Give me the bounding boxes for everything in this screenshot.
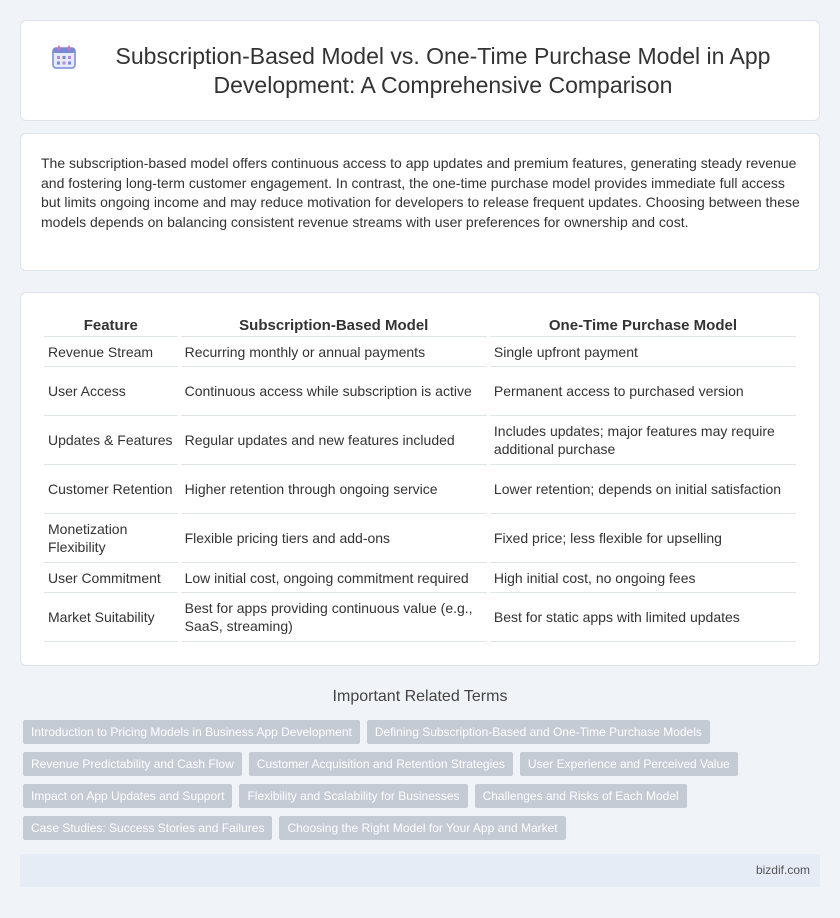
table-row — [44, 593, 796, 642]
subscription-cell: Regular updates and new features included — [181, 416, 487, 465]
feature-cell: Market Suitability — [44, 593, 178, 642]
one-time-cell: Best for static apps with limited updates — [490, 593, 796, 642]
table-row — [44, 337, 796, 367]
related-term-tag[interactable]: Customer Acquisition and Retention Strategies — [249, 752, 513, 776]
one-time-cell: Lower retention; depends on initial satisfaction — [490, 465, 796, 514]
related-terms-tags — [23, 720, 803, 848]
subscription-cell: Recurring monthly or annual payments — [181, 337, 487, 367]
subscription-cell: Low initial cost, ongoing commitment required — [181, 563, 487, 593]
feature-cell: Revenue Stream — [44, 337, 178, 367]
header-feature: Feature — [44, 317, 178, 337]
footer-site-link[interactable]: bizdif.com — [755, 863, 810, 877]
related-terms-title: Important Related Terms — [332, 688, 508, 705]
related-term-tag[interactable]: Flexibility and Scalability for Businesses — [239, 784, 467, 808]
subscription-cell: Flexible pricing tiers and add-ons — [181, 514, 487, 563]
intro-card — [20, 133, 820, 271]
related-term-tag[interactable]: Choosing the Right Model for Your App and Market — [279, 816, 565, 840]
related-term-tag[interactable]: Challenges and Risks of Each Model — [475, 784, 687, 808]
subscription-cell: Higher retention through ongoing service — [181, 465, 487, 514]
feature-cell: User Access — [44, 367, 178, 416]
table-header-row — [44, 317, 796, 337]
related-term-tag[interactable]: Impact on App Updates and Support — [23, 784, 232, 808]
header-one-time: One-Time Purchase Model — [490, 317, 796, 337]
subscription-cell: Best for apps providing continuous value (e.g., SaaS, streaming) — [181, 593, 487, 642]
table-row — [44, 514, 796, 563]
subscription-cell: Continuous access while subscription is active — [181, 367, 487, 416]
comparison-table-card — [20, 292, 820, 666]
one-time-cell: Single upfront payment — [490, 337, 796, 367]
title-card — [20, 20, 820, 121]
one-time-cell: High initial cost, no ongoing fees — [490, 563, 796, 593]
intro-paragraph: The subscription-based model offers continuous access to app updates and premium features, generating steady revenue and fostering long-term customer engagement. In contrast, the one-time purchase model provides immediate full access but limits ongoing income and may reduce motivation for developers to release frequent updates. Choosing between these models depends on balancing consistent revenue streams with user preferences for ownership and cost. — [41, 155, 800, 230]
footer-bar — [20, 854, 820, 887]
comparison-table — [41, 317, 799, 642]
related-term-tag[interactable]: Revenue Predictability and Cash Flow — [23, 752, 242, 776]
related-term-tag[interactable]: Introduction to Pricing Models in Business App Development — [23, 720, 360, 744]
one-time-cell: Includes updates; major features may require additional purchase — [490, 416, 796, 465]
calendar-icon — [51, 44, 77, 70]
feature-cell: Monetization Flexibility — [44, 514, 178, 563]
table-row — [44, 367, 796, 416]
feature-cell: Customer Retention — [44, 465, 178, 514]
related-term-tag[interactable]: User Experience and Perceived Value — [520, 752, 738, 776]
page-title: Subscription-Based Model vs. One-Time Purchase Model in App Development: A Comprehensive Comparison — [115, 42, 771, 98]
related-term-tag[interactable]: Case Studies: Success Stories and Failures — [23, 816, 272, 840]
feature-cell: Updates & Features — [44, 416, 178, 465]
tag-row — [23, 720, 803, 744]
one-time-cell: Fixed price; less flexible for upselling — [490, 514, 796, 563]
table-row — [44, 563, 796, 593]
tag-row — [23, 816, 803, 840]
title-row — [21, 21, 819, 120]
related-term-tag[interactable]: Defining Subscription-Based and One-Time Purchase Models — [367, 720, 710, 744]
table-row — [44, 416, 796, 465]
feature-cell: User Commitment — [44, 563, 178, 593]
tag-row — [23, 752, 803, 776]
table-row — [44, 465, 796, 514]
header-subscription: Subscription-Based Model — [181, 317, 487, 337]
one-time-cell: Permanent access to purchased version — [490, 367, 796, 416]
tag-row — [23, 784, 803, 808]
